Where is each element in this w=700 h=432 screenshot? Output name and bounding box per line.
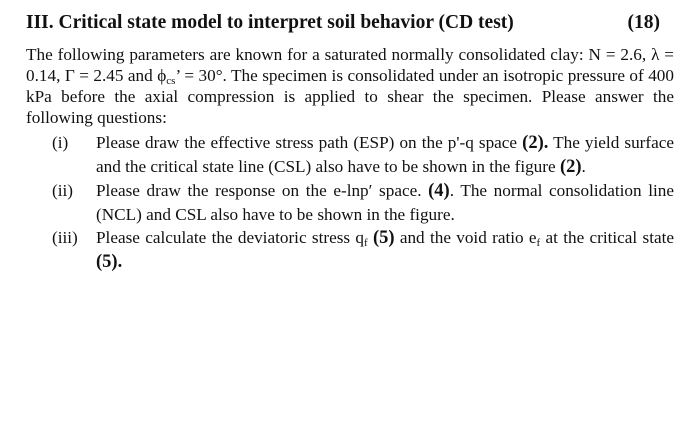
points-label: (4) (428, 181, 450, 201)
question-text-part3: . (581, 157, 586, 176)
intro-paragraph (26, 44, 674, 128)
subscript-f: f (363, 237, 368, 249)
question-text-part1: Please draw the response on the e-lnp′ space. (96, 181, 429, 200)
question-page (26, 10, 674, 274)
intro-text-part2: ’ = 30°. The specimen is consolidated under an isotropic pressure of 400 kPa before the axial compression is applied to shear the specimen. Please answer the following questions: (26, 66, 674, 127)
intro-text-part1: The following parameters are known for a saturated normally consolidated clay: N = 2.6, λ = 0.14, Γ = 2.45 and ϕ (26, 45, 674, 85)
question-item-ii (26, 179, 674, 226)
question-text (96, 226, 674, 274)
points-label: (2) (559, 157, 582, 177)
points-label: (5). (96, 252, 123, 272)
question-item-i (26, 131, 674, 179)
question-text-part3: and the void ratio e (394, 228, 537, 247)
question-list (26, 131, 674, 274)
question-item-iii (26, 226, 674, 274)
question-number: (ii) (52, 181, 73, 200)
question-text (96, 179, 674, 226)
points-label: (5) (372, 228, 395, 248)
question-number: (i) (52, 133, 69, 152)
question-text-part1: Please draw the effective stress path (ESP) on the p'-q space (96, 133, 523, 152)
question-text-part2: . The normal consolidation line (NCL) and CSL also have to be shown in the figure. (96, 181, 674, 224)
question-number: (iii) (52, 228, 78, 247)
question-text-part1: Please calculate the deviatoric stress q (96, 228, 364, 247)
section-title: III. Critical state model to interpret soil behavior (CD test) (26, 12, 514, 33)
section-heading (26, 10, 674, 36)
subscript-f: f (536, 237, 541, 249)
question-text-part4: at the critical state (540, 228, 675, 247)
question-text-part2: The yield surface and the critical state line (CSL) also have to be shown in the figure (96, 133, 674, 176)
question-text (96, 131, 674, 179)
intro-subscript-cs: cs (166, 75, 176, 87)
points-label: (2). (522, 133, 549, 153)
section-marks: (18) (627, 12, 660, 33)
